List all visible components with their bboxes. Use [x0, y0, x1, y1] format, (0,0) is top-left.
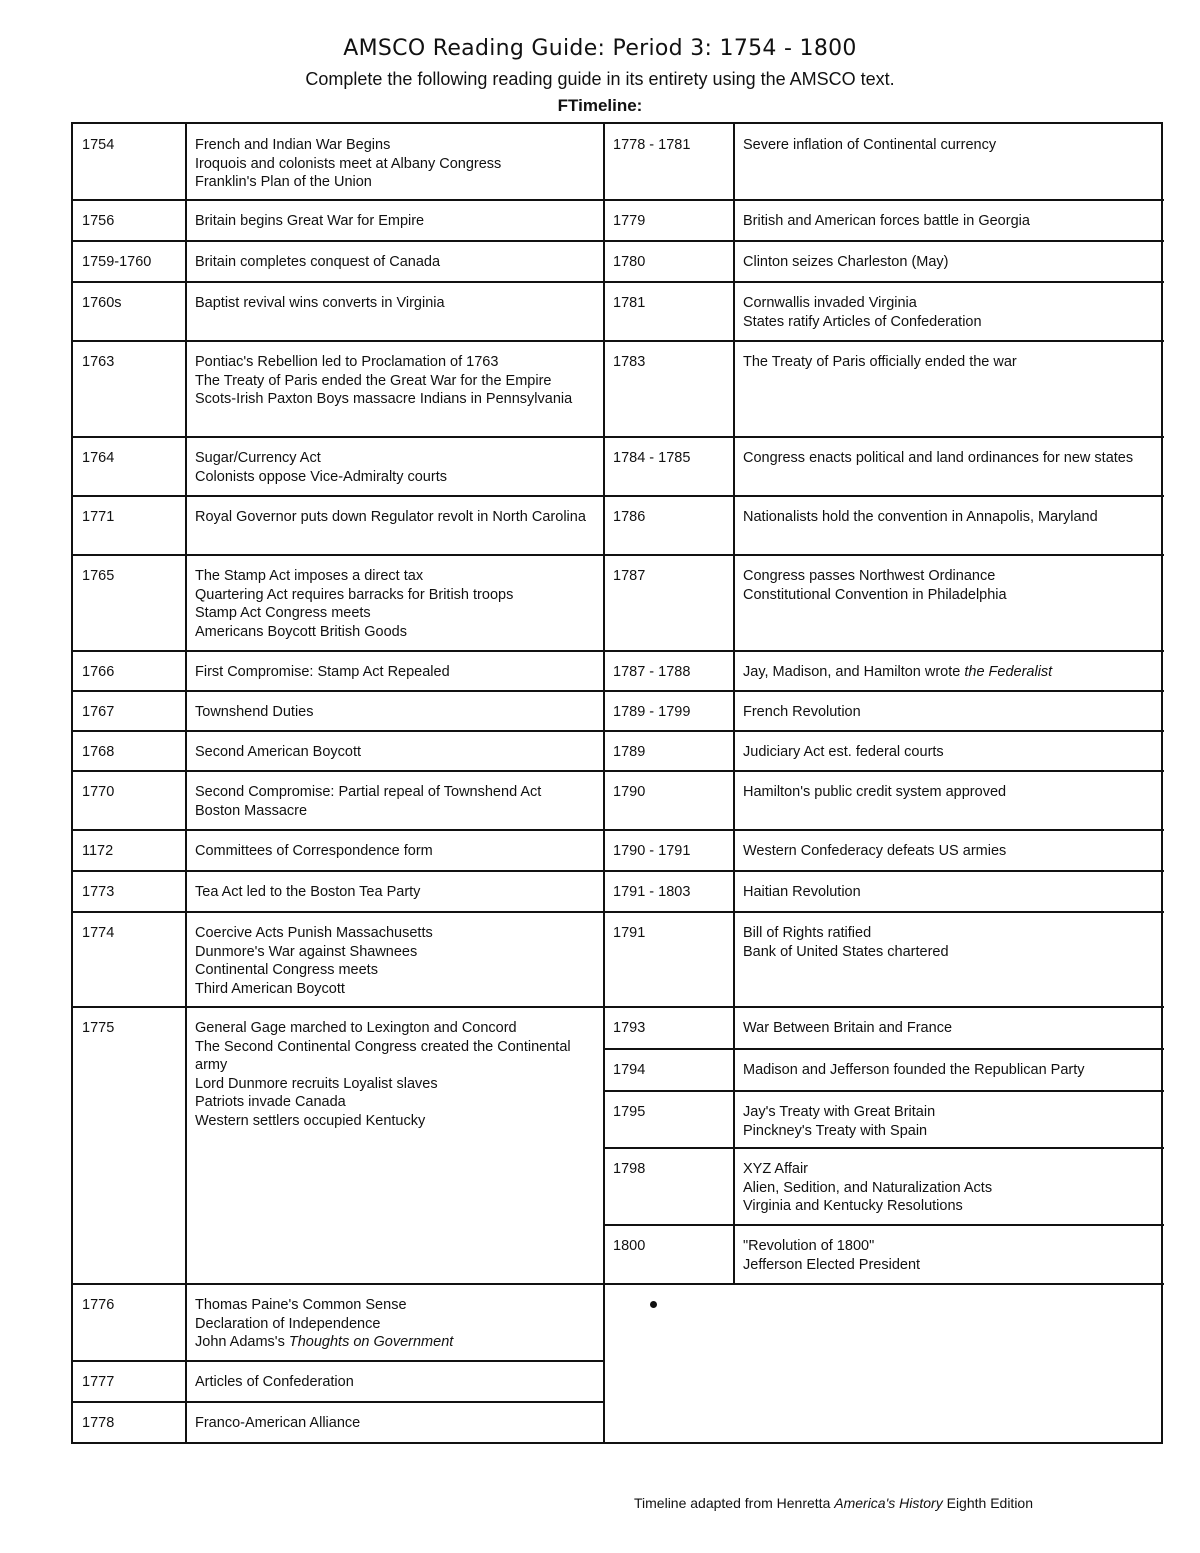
row-divider [73, 199, 604, 201]
right-row-events [734, 771, 1164, 830]
left-row-date: 1754 [82, 137, 115, 153]
row-divider [73, 1006, 604, 1008]
event-text: Pontiac's Rebellion led to Proclamation of 1763 [195, 354, 499, 370]
right-row-events [734, 200, 1164, 241]
right-row-date: 1778 - 1781 [613, 137, 691, 153]
event-text: Franklin's Plan of the Union [195, 174, 372, 190]
left-row-events [186, 771, 604, 830]
right-row-date: 1787 [613, 568, 646, 584]
event-text: Americans Boycott British Goods [195, 623, 407, 640]
footer-prefix: Timeline adapted from Henretta [634, 1495, 835, 1511]
bullet-point [650, 1301, 657, 1308]
right-row-date: 1791 - 1803 [613, 884, 691, 900]
row-divider [604, 281, 1164, 283]
left-row-events [186, 912, 604, 1007]
row-divider [604, 911, 1164, 913]
row-divider [604, 495, 1164, 497]
right-row-events [734, 1091, 1164, 1148]
left-row-events [186, 124, 604, 200]
timeline-table [71, 122, 1163, 1444]
left-row-date: 1766 [82, 664, 115, 680]
row-divider [73, 240, 604, 242]
event-text: Virginia and Kentucky Resolutions [743, 1198, 963, 1214]
event-text: Madison and Jefferson founded the Republican Party [743, 1062, 1085, 1078]
page-title: AMSCO Reading Guide: Period 3: 1754 - 1800 [343, 36, 857, 61]
right-row-events [734, 1049, 1164, 1091]
row-divider [604, 340, 1164, 342]
left-row-events [186, 200, 604, 241]
event-text: Tea Act led to the Boston Tea Party [195, 884, 421, 900]
row-divider [604, 690, 1164, 692]
event-text: The Treaty of Paris officially ended the war [743, 354, 1017, 370]
right-row-events [734, 555, 1164, 651]
row-divider [73, 870, 604, 872]
row-divider [73, 730, 604, 732]
row-divider [73, 829, 604, 831]
row-divider [73, 1401, 604, 1403]
row-divider [604, 829, 1164, 831]
row-divider [73, 650, 604, 652]
left-row-date: 1776 [82, 1297, 115, 1313]
event-text: First Compromise: Stamp Act Repealed [195, 664, 450, 680]
left-row-events [186, 651, 604, 691]
left-row-events [186, 341, 604, 437]
event-text: Constitutional Convention in Philadelphia [743, 586, 1007, 603]
event-text: French and Indian War Begins [195, 137, 391, 153]
column-divider [185, 124, 187, 1444]
left-row-events [186, 241, 604, 282]
left-row-date: 1764 [82, 450, 115, 466]
right-row-date: 1786 [613, 509, 646, 525]
event-text: Pinckney's Treaty with Spain [743, 1122, 928, 1139]
event-text: Severe inflation of Continental currency [743, 137, 997, 153]
event-text: Declaration of Independence [195, 1315, 381, 1332]
row-divider [604, 730, 1164, 732]
event-text: The Treaty of Paris ended the Great War for the Empire [195, 372, 552, 389]
event-text: Clinton seizes Charleston (May) [743, 254, 949, 270]
row-divider [604, 1006, 1164, 1008]
left-row-events [186, 437, 604, 496]
left-row-events [186, 1361, 604, 1402]
left-row-events [186, 282, 604, 341]
footer-credit [634, 1495, 1033, 1511]
row-divider [604, 770, 1164, 772]
right-row-date: 1783 [613, 354, 646, 370]
right-row-date: 1784 - 1785 [613, 450, 691, 466]
event-text: Jefferson Elected President [743, 1256, 921, 1273]
event-text: Articles of Confederation [195, 1374, 354, 1390]
event-text [195, 1333, 595, 1352]
event-text: Coercive Acts Punish Massachusetts [195, 925, 433, 941]
row-divider [73, 281, 604, 283]
left-row-events [186, 731, 604, 771]
row-divider [73, 436, 604, 438]
left-row-date: 1759-1760 [82, 254, 152, 270]
right-row-events [734, 437, 1164, 496]
right-row-events [734, 124, 1164, 200]
event-text: Congress passes Northwest Ordinance [743, 568, 996, 584]
event-text: Bill of Rights ratified [743, 925, 872, 941]
event-text: Western settlers occupied Kentucky [195, 1112, 426, 1129]
right-row-events [734, 651, 1164, 691]
right-row-date: 1800 [613, 1238, 646, 1254]
event-text: Nationalists hold the convention in Annapolis, Maryland [743, 509, 1098, 525]
event-text: War Between Britain and France [743, 1020, 953, 1036]
column-divider [603, 124, 605, 1444]
right-row-events [734, 1007, 1164, 1049]
footer-suffix: Eighth Edition [942, 1495, 1034, 1511]
event-text: Thomas Paine's Common Sense [195, 1297, 407, 1313]
event-text: Jay's Treaty with Great Britain [743, 1104, 936, 1120]
event-text-italic: the Federalist [964, 664, 1053, 680]
section-label: FTimeline: [557, 96, 643, 115]
right-row-date: 1787 - 1788 [613, 664, 691, 680]
left-row-date: 1774 [82, 925, 115, 941]
event-text [743, 663, 1155, 682]
event-text: Committees of Correspondence form [195, 843, 433, 859]
event-text: Quartering Act requires barracks for British troops [195, 586, 514, 603]
row-divider [73, 340, 604, 342]
event-text: Colonists oppose Vice-Admiralty courts [195, 468, 447, 485]
right-row-date: 1790 [613, 784, 646, 800]
right-row-date: 1790 - 1791 [613, 843, 691, 859]
row-divider [604, 1224, 1164, 1226]
right-row-events [734, 830, 1164, 871]
right-row-date: 1779 [613, 213, 646, 229]
row-divider [73, 495, 604, 497]
left-row-date: 1763 [82, 354, 115, 370]
event-text: British and American forces battle in Georgia [743, 213, 1030, 229]
left-row-date: 1760s [82, 295, 122, 311]
event-text: Royal Governor puts down Regulator revolt in North Carolina [195, 509, 586, 525]
event-text: Britain completes conquest of Canada [195, 254, 441, 270]
right-row-date: 1781 [613, 295, 646, 311]
event-text: Stamp Act Congress meets [195, 605, 371, 621]
row-divider [73, 1360, 604, 1362]
row-divider [73, 554, 604, 556]
event-text: Patriots invade Canada [195, 1094, 346, 1110]
right-row-date: 1780 [613, 254, 646, 270]
left-row-events [186, 1007, 604, 1284]
event-text: Townshend Duties [195, 704, 314, 720]
right-row-events [734, 912, 1164, 1007]
left-row-events [186, 691, 604, 731]
event-text: Haitian Revolution [743, 884, 861, 900]
row-divider [604, 1147, 1164, 1149]
left-row-date: 1773 [82, 884, 115, 900]
right-row-date: 1791 [613, 925, 646, 941]
right-row-date: 1795 [613, 1104, 646, 1120]
page-subtitle: Complete the following reading guide in its entirety using the AMSCO text. [305, 69, 895, 89]
row-divider [604, 1048, 1164, 1050]
event-text: General Gage marched to Lexington and Concord [195, 1020, 517, 1036]
event-text: Second Compromise: Partial repeal of Townshend Act [195, 784, 542, 800]
event-text: Second American Boycott [195, 744, 362, 760]
left-row-date: 1768 [82, 744, 115, 760]
right-row-events [734, 241, 1164, 282]
event-text: The Second Continental Congress created the Continental army [195, 1038, 571, 1073]
event-text: Sugar/Currency Act [195, 450, 321, 466]
event-text: Britain begins Great War for Empire [195, 213, 425, 229]
row-divider [73, 911, 604, 913]
right-row-events [734, 1225, 1164, 1284]
column-divider [733, 124, 735, 1284]
row-divider [604, 199, 1164, 201]
event-text: Dunmore's War against Shawnees [195, 943, 418, 960]
right-row-date: 1789 [613, 744, 646, 760]
right-row-events [734, 1148, 1164, 1225]
row-divider [73, 1283, 604, 1285]
right-row-events [734, 731, 1164, 771]
event-text: Iroquois and colonists meet at Albany Congress [195, 155, 502, 172]
event-text-prefix: John Adams's [195, 1334, 289, 1350]
left-row-events [186, 871, 604, 912]
event-text: Third American Boycott [195, 980, 345, 997]
row-divider [604, 1090, 1164, 1092]
right-row-date: 1793 [613, 1020, 646, 1036]
event-text-prefix: Jay, Madison, and Hamilton wrote [743, 664, 965, 680]
event-text: Franco-American Alliance [195, 1415, 361, 1431]
left-row-date: 1775 [82, 1020, 115, 1036]
footer-book-title: America's History [834, 1495, 943, 1511]
right-row-events [734, 496, 1164, 555]
right-row-events [734, 282, 1164, 341]
right-row-events [734, 871, 1164, 912]
left-row-events [186, 496, 604, 555]
left-row-events [186, 1402, 604, 1444]
left-row-date: 1767 [82, 704, 115, 720]
event-text: States ratify Articles of Confederation [743, 313, 982, 330]
right-row-date: 1798 [613, 1161, 646, 1177]
right-row-events [734, 341, 1164, 437]
left-row-date: 1778 [82, 1415, 115, 1431]
event-text: Judiciary Act est. federal courts [743, 744, 944, 760]
event-text: French Revolution [743, 704, 861, 720]
left-row-date: 1756 [82, 213, 115, 229]
left-row-date: 1771 [82, 509, 115, 525]
row-divider [604, 240, 1164, 242]
event-text-italic: Thoughts on Government [288, 1334, 454, 1350]
event-text: Hamilton's public credit system approved [743, 784, 1007, 800]
left-row-date: 1765 [82, 568, 115, 584]
right-row-date: 1794 [613, 1062, 646, 1078]
event-text: XYZ Affair [743, 1161, 809, 1177]
row-divider [604, 870, 1164, 872]
event-text: Lord Dunmore recruits Loyalist slaves [195, 1075, 438, 1092]
row-divider [604, 650, 1164, 652]
right-row-date: 1789 - 1799 [613, 704, 691, 720]
row-divider [604, 1283, 1164, 1285]
event-text: The Stamp Act imposes a direct tax [195, 568, 424, 584]
event-text: Western Confederacy defeats US armies [743, 843, 1007, 859]
left-row-date: 1777 [82, 1374, 115, 1390]
row-divider [604, 436, 1164, 438]
left-row-events [186, 555, 604, 651]
event-text: "Revolution of 1800" [743, 1238, 875, 1254]
right-row-events [734, 691, 1164, 731]
event-text: Baptist revival wins converts in Virginia [195, 295, 445, 311]
event-text: Alien, Sedition, and Naturalization Acts [743, 1179, 993, 1196]
event-text: Scots-Irish Paxton Boys massacre Indians in Pennsylvania [195, 391, 573, 407]
left-row-events [186, 1284, 604, 1361]
event-text: Bank of United States chartered [743, 943, 949, 960]
row-divider [73, 690, 604, 692]
left-row-date: 1172 [82, 843, 114, 859]
event-text: Continental Congress meets [195, 962, 378, 978]
left-row-events [186, 830, 604, 871]
event-text: Cornwallis invaded Virginia [743, 295, 917, 311]
event-text: Congress enacts political and land ordinances for new states [743, 450, 1134, 466]
row-divider [604, 554, 1164, 556]
event-text: Boston Massacre [195, 802, 308, 819]
left-row-date: 1770 [82, 784, 115, 800]
row-divider [73, 770, 604, 772]
